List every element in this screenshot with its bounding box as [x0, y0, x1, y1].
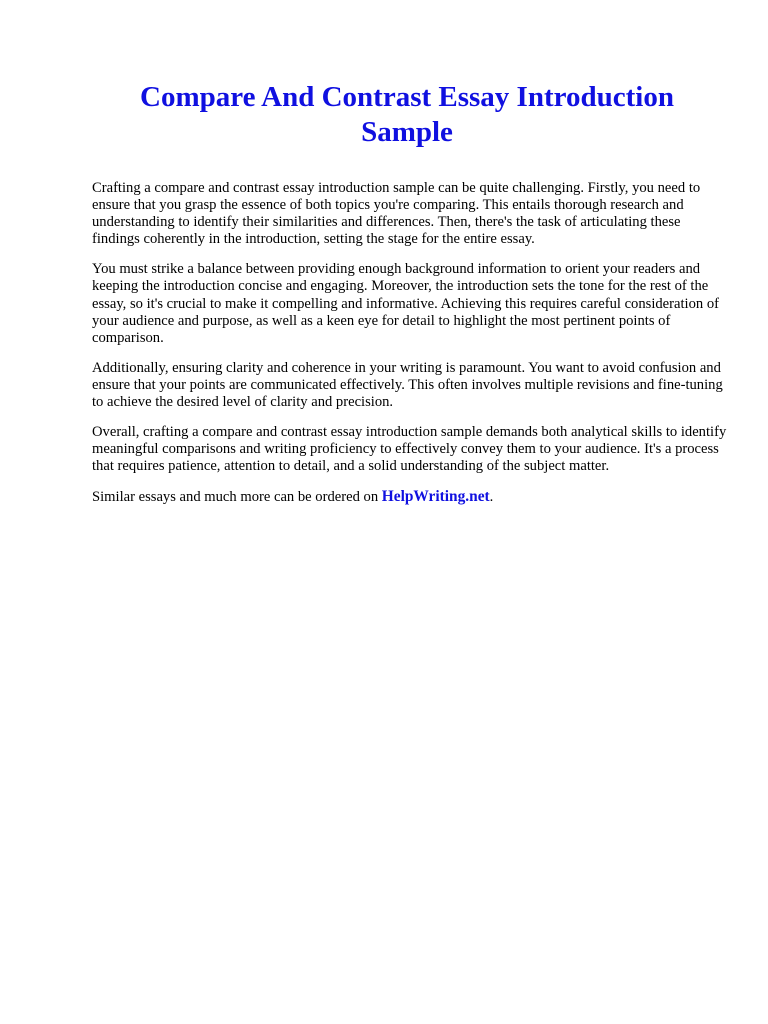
helpwriting-link[interactable]: HelpWriting.net: [381, 488, 490, 506]
paragraph-1: Crafting a compare and contrast essay introduction sample can be quite challenging. Firstly, you need to ensure that you grasp the essence of both topics you're comparing. This entails thorough research and understanding to identify their similarities and differences. Then, there's the task of articulating these findings coherently in the introduction, setting the stage for the entire essay.: [92, 180, 701, 248]
document-title: Compare And Contrast Essay Introduction Sample: [140, 81, 674, 148]
document-body: [92, 180, 728, 507]
paragraph-3: Additionally, ensuring clarity and coherence in your writing is paramount. You want to avoid confusion and ensure that your points are communicated effectively. This often involves multiple revisions and fine-tuning to achieve the desired level of clarity and precision.: [92, 359, 723, 411]
paragraph-2: You must strike a balance between providing enough background information to orient your readers and keeping the introduction concise and engaging. Moreover, the introduction sets the tone for the rest of the essay, so it's crucial to make it compelling and informative. Achieving this requires careful consideration of your audience and purpose, as well as a keen eye for detail to highlight the most pertinent points of comparison.: [92, 261, 720, 346]
order-line: [92, 488, 728, 506]
order-line-suffix: .: [489, 489, 494, 506]
order-line-prefix: Similar essays and much more can be ordered on: [92, 489, 379, 506]
paragraph-4: Overall, crafting a compare and contrast essay introduction sample demands both analytical skills to identify meaningful comparisons and writing proficiency to effectively convey them to your audience. It's a process that requires patience, attention to detail, and a solid understanding of the subject matter.: [92, 424, 727, 475]
